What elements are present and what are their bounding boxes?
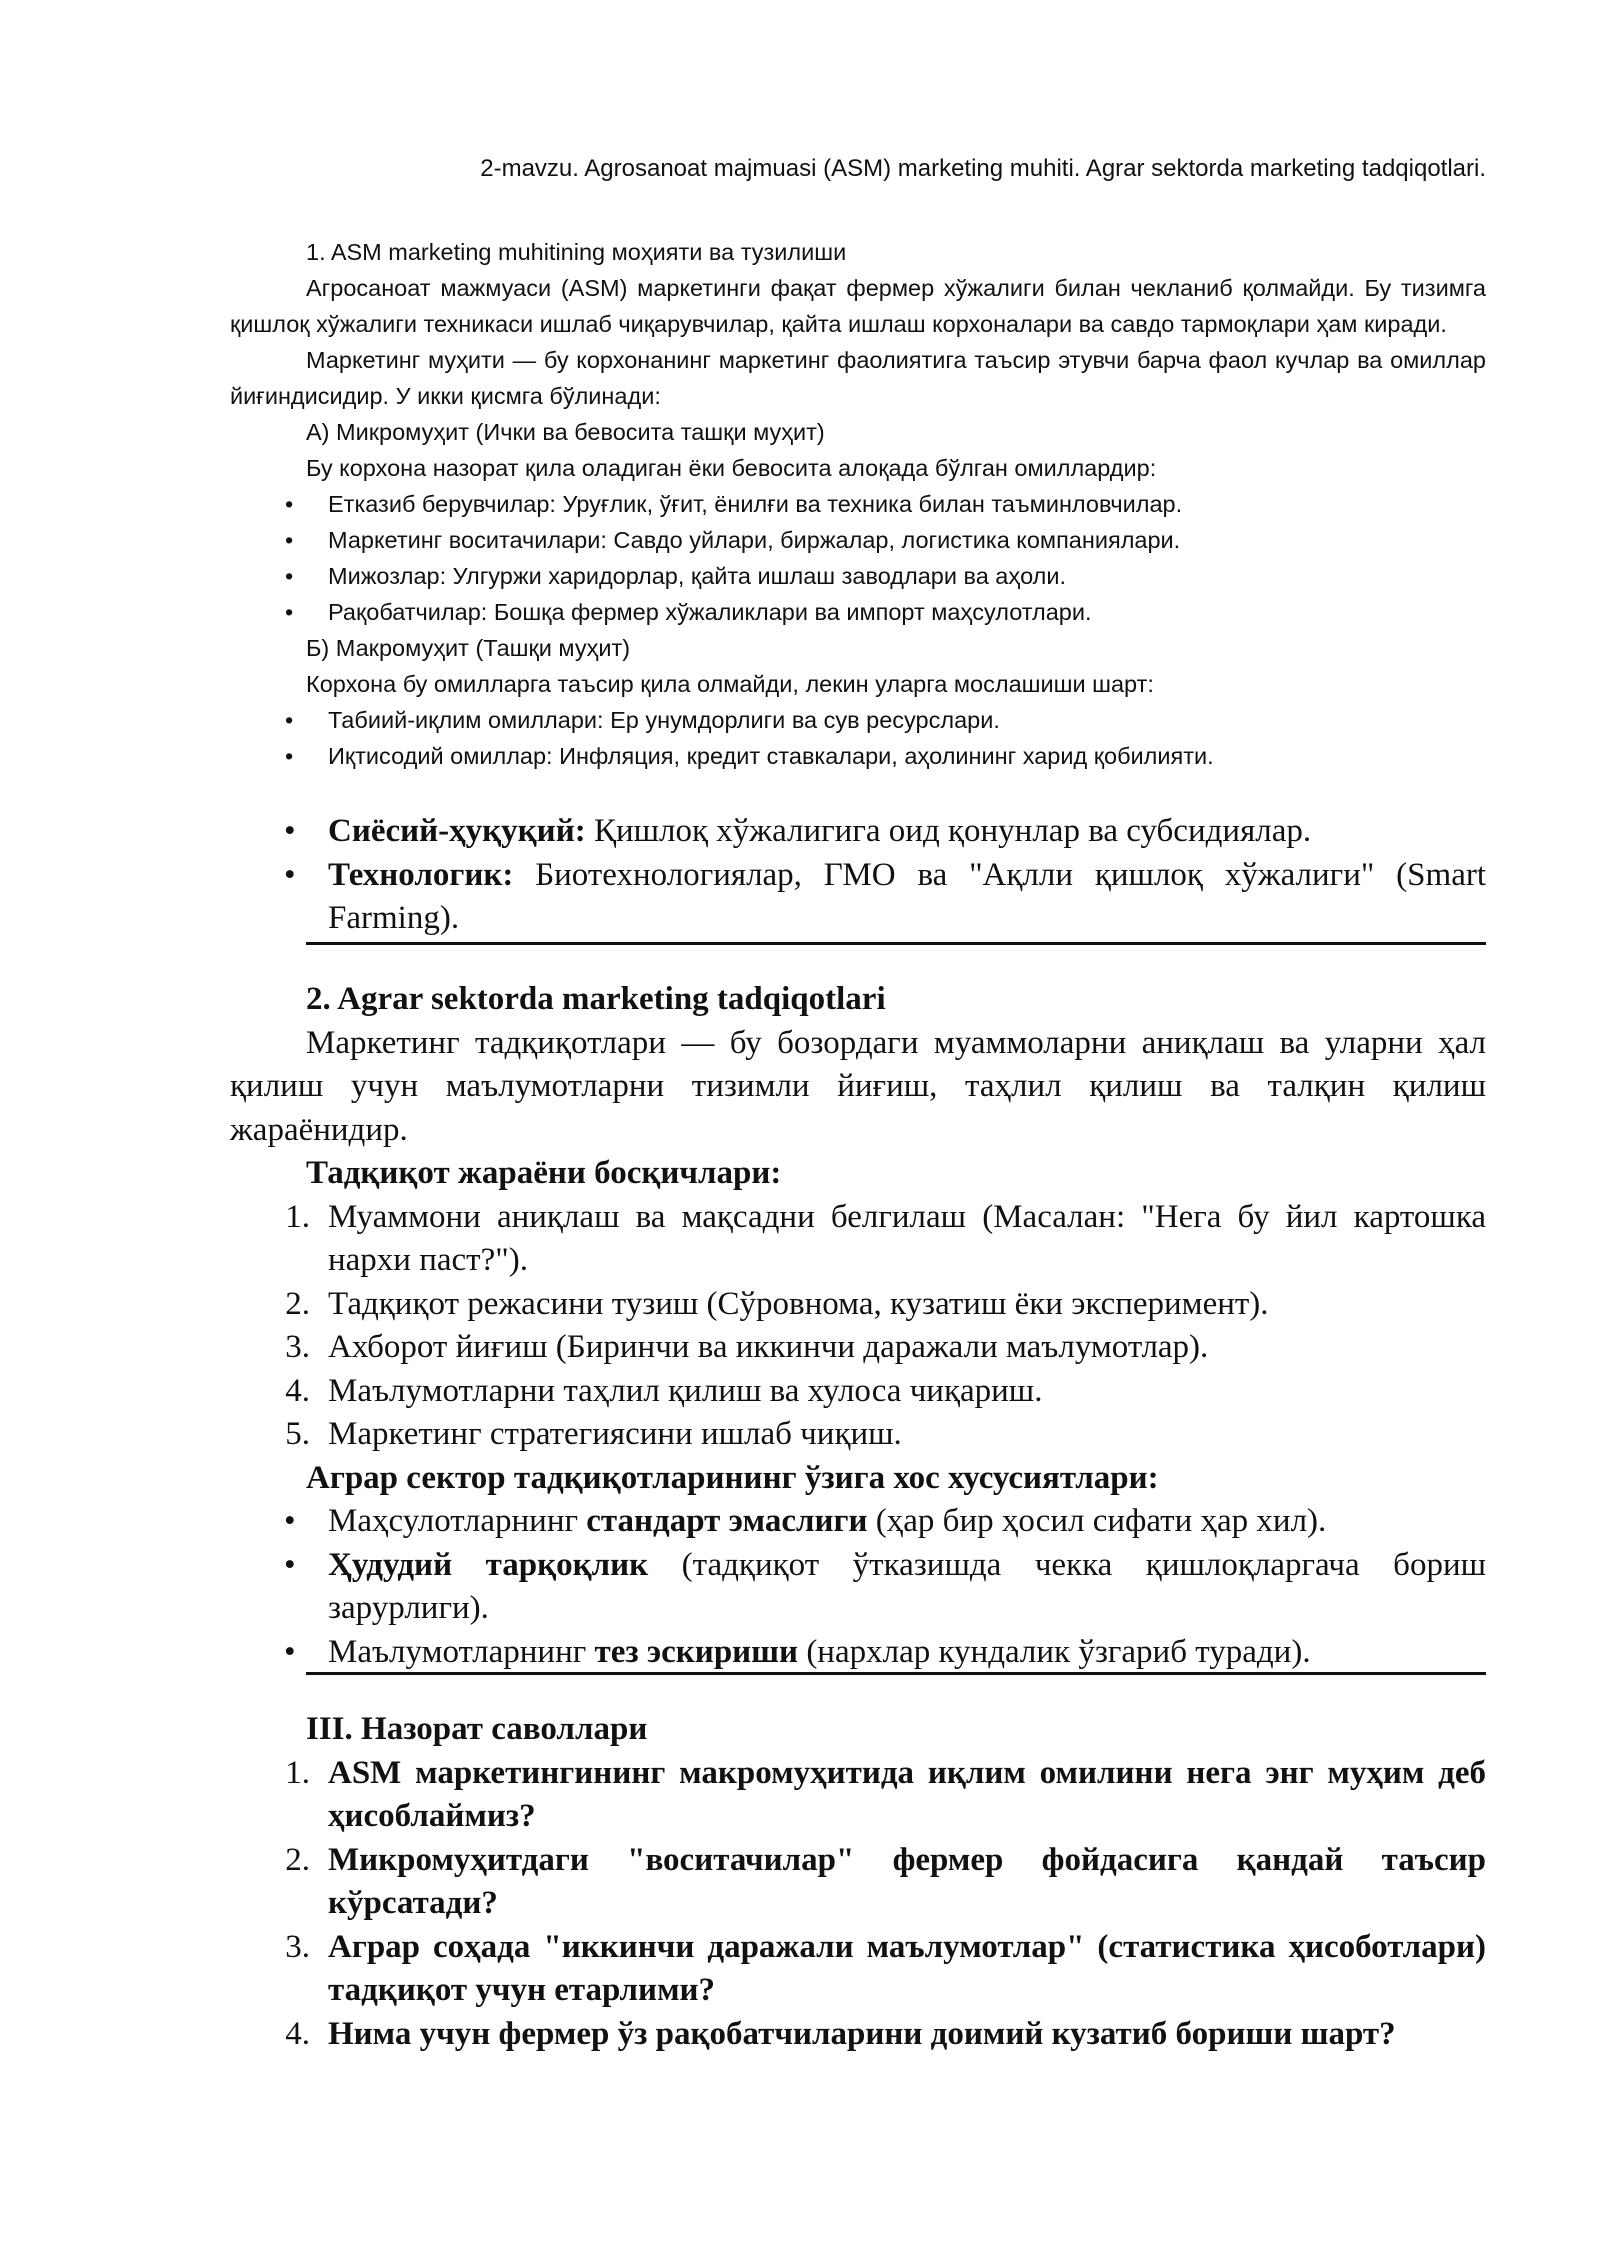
item-text: Маълумотларни таҳлил қилиш ва хулоса чиқариш. xyxy=(328,1372,1043,1409)
macro-environment-list-large xyxy=(230,810,1486,941)
list-item xyxy=(230,1839,1486,1926)
section-3 xyxy=(230,1708,1486,2056)
item-label: Технологик: xyxy=(328,856,514,893)
list-item xyxy=(230,1413,1486,1457)
section-2-heading: 2. Agrar sektorda marketing tadqiqotlari xyxy=(306,981,886,1017)
item-emphasis: Ҳудудий тарқоқлик xyxy=(328,1546,649,1583)
item-text: Ахборот йиғиш (Биринчи ва иккинчи даражали маълумотлар). xyxy=(328,1329,1209,1365)
list-item: • Иқтисодий омиллар: Инфляция, кредит ставкалари, аҳолининг харид қобилияти. xyxy=(230,738,1486,774)
item-text: (тадқиқот ўтказишда чекка қишлоқларгача бориш зарурлиги). xyxy=(328,1546,1487,1626)
features-title: Аграр сектор тадқиқотларининг ўзига хос хусусиятлари: xyxy=(306,1459,1159,1496)
item-text: Тадқиқот режасини тузиш (Сўровнома, кузатиш ёки эксперимент). xyxy=(328,1285,1269,1322)
item-emphasis: стандарт эмаслиги xyxy=(586,1503,868,1539)
item-number: 1. xyxy=(285,1754,310,1791)
item-text: ASM маркетингининг макромуҳитида иқлим омилини нега энг муҳим деб ҳисоблаймиз? xyxy=(328,1754,1486,1834)
item-text: Маҳсулотларнинг xyxy=(328,1503,587,1539)
item-number: 5. xyxy=(285,1416,310,1452)
list-item: • Рақобатчилар: Бошқа фермер хўжаликлари ва импорт маҳсулотлари. xyxy=(230,594,1486,630)
section-2 xyxy=(230,978,1486,1674)
document-title: 2-mavzu. Agrosanoat majmuasi (ASM) marketing muhiti. Agrar sektorda marketing tadqiqotlari. xyxy=(480,155,1486,182)
item-text: Нима учун фермер ўз рақобатчиларини доимий кузатиб бориши шарт? xyxy=(328,2015,1396,2052)
item-number: 3. xyxy=(285,1329,310,1365)
item-text: (нархлар кундалик ўзгариб туради). xyxy=(798,1633,1311,1670)
list-item: • Етказиб берувчилар: Уруғлик, ўғит, ёнилғи ва техника билан таъминловчилар. xyxy=(230,486,1486,522)
list-item xyxy=(230,1500,1486,1544)
research-stages-title: Тадқиқот жараёни босқичлари: xyxy=(306,1155,782,1191)
item-text: Микромуҳитдаги "воситачилар" фермер фойдасига қандай таъсир кўрсатади? xyxy=(328,1841,1486,1921)
item-text: Биотехнологиялар, ГМО ва "Ақлли қишлоқ хўжалиги" (Smart Farming). xyxy=(328,856,1486,936)
item-text: (ҳар бир ҳосил сифати ҳар хил). xyxy=(867,1503,1327,1539)
item-label: Сиёсий-ҳуқуқий: xyxy=(328,813,586,849)
item-text: Қишлоқ хўжалигига оид қонунлар ва субсидиялар. xyxy=(585,813,1312,849)
research-stages-list xyxy=(230,1196,1486,1457)
list-item xyxy=(230,1326,1486,1370)
item-number: 2. xyxy=(285,1285,310,1322)
list-item xyxy=(230,1631,1486,1675)
divider-line xyxy=(306,942,1486,945)
macro-environment-intro: Корхона бу омилларга таъсир қила олмайди, лекин уларга мослашиши шарт: xyxy=(306,671,1154,697)
list-item xyxy=(230,1370,1486,1414)
section-2-paragraph: Маркетинг тадқиқотлари — бу бозордаги муаммоларни аниқлаш ва уларни ҳал қилиш учун маълумотларни тизимли йиғиш, таҳлил қилиш ва талқин қилиш жараёнидир. xyxy=(230,1024,1486,1148)
section-1-paragraph-2: Маркетинг муҳити — бу корхонанинг маркетинг фаолиятига таъсир этувчи барча фаол кучлар ва омиллар йиғиндисидир. У икки қисмга бўлинади: xyxy=(230,347,1486,409)
list-item xyxy=(230,1926,1486,2013)
item-emphasis: тез эскириши xyxy=(594,1633,799,1670)
list-item xyxy=(230,1196,1486,1283)
section-1 xyxy=(230,234,1486,774)
list-item xyxy=(230,1752,1486,1839)
list-item: • Маркетинг воситачилари: Савдо уйлари, биржалар, логистика компаниялари. xyxy=(230,522,1486,558)
section-1-paragraph-1: Агросаноат мажмуаси (ASM) маркетинги фақат фермер хўжалиги билан чекланиб қолмайди. Бу тизимга қишлоқ хўжалиги техникаси ишлаб чиқарувчилар, қайта ишлаш корхоналари ва савдо тармоқлари ҳам киради. xyxy=(230,275,1486,337)
list-item xyxy=(230,1283,1486,1327)
item-number: 4. xyxy=(285,2015,310,2052)
divider-line xyxy=(306,1672,1486,1675)
list-item: • Табиий-иқлим омиллари: Ер унумдорлиги ва сув ресурслари. xyxy=(230,702,1486,738)
item-number: 3. xyxy=(285,1928,310,1965)
features-list xyxy=(230,1500,1486,1674)
macro-environment-list xyxy=(230,702,1486,774)
list-item: • Мижозлар: Улгуржи харидорлар, қайта ишлаш заводлари ва аҳоли. xyxy=(230,558,1486,594)
list-item xyxy=(230,854,1486,941)
list-item xyxy=(230,1544,1486,1631)
item-number: 2. xyxy=(285,1841,310,1878)
section-1-heading: 1. ASM marketing muhitining моҳияти ва тузилиши xyxy=(306,239,847,265)
list-item xyxy=(230,810,1486,854)
item-number: 1. xyxy=(285,1198,310,1235)
item-text: Маркетинг стратегиясини ишлаб чиқиш. xyxy=(328,1416,902,1452)
control-questions-list xyxy=(230,1752,1486,2057)
item-text: Аграр соҳада "иккинчи даражали маълумотлар" (статистика ҳисоботлари) тадқиқот учун етарлими? xyxy=(328,1928,1486,2008)
item-number: 4. xyxy=(285,1372,310,1409)
micro-environment-title: А) Микромуҳит (Ички ва бевосита ташқи муҳит) xyxy=(306,419,825,445)
section-3-heading: III. Назорат саволлари xyxy=(306,1711,648,1747)
item-text: Муаммони аниқлаш ва мақсадни белгилаш (Масалан: "Нега бу йил картошка нархи паст?"). xyxy=(328,1198,1486,1278)
micro-environment-list xyxy=(230,486,1486,630)
list-item xyxy=(230,2013,1486,2057)
item-text: Маълумотларнинг xyxy=(328,1633,595,1670)
macro-environment-title: Б) Макромуҳит (Ташқи муҳит) xyxy=(306,635,631,661)
micro-environment-intro: Бу корхона назорат қила оладиган ёки бевосита алоқада бўлган омиллардир: xyxy=(306,455,1157,481)
